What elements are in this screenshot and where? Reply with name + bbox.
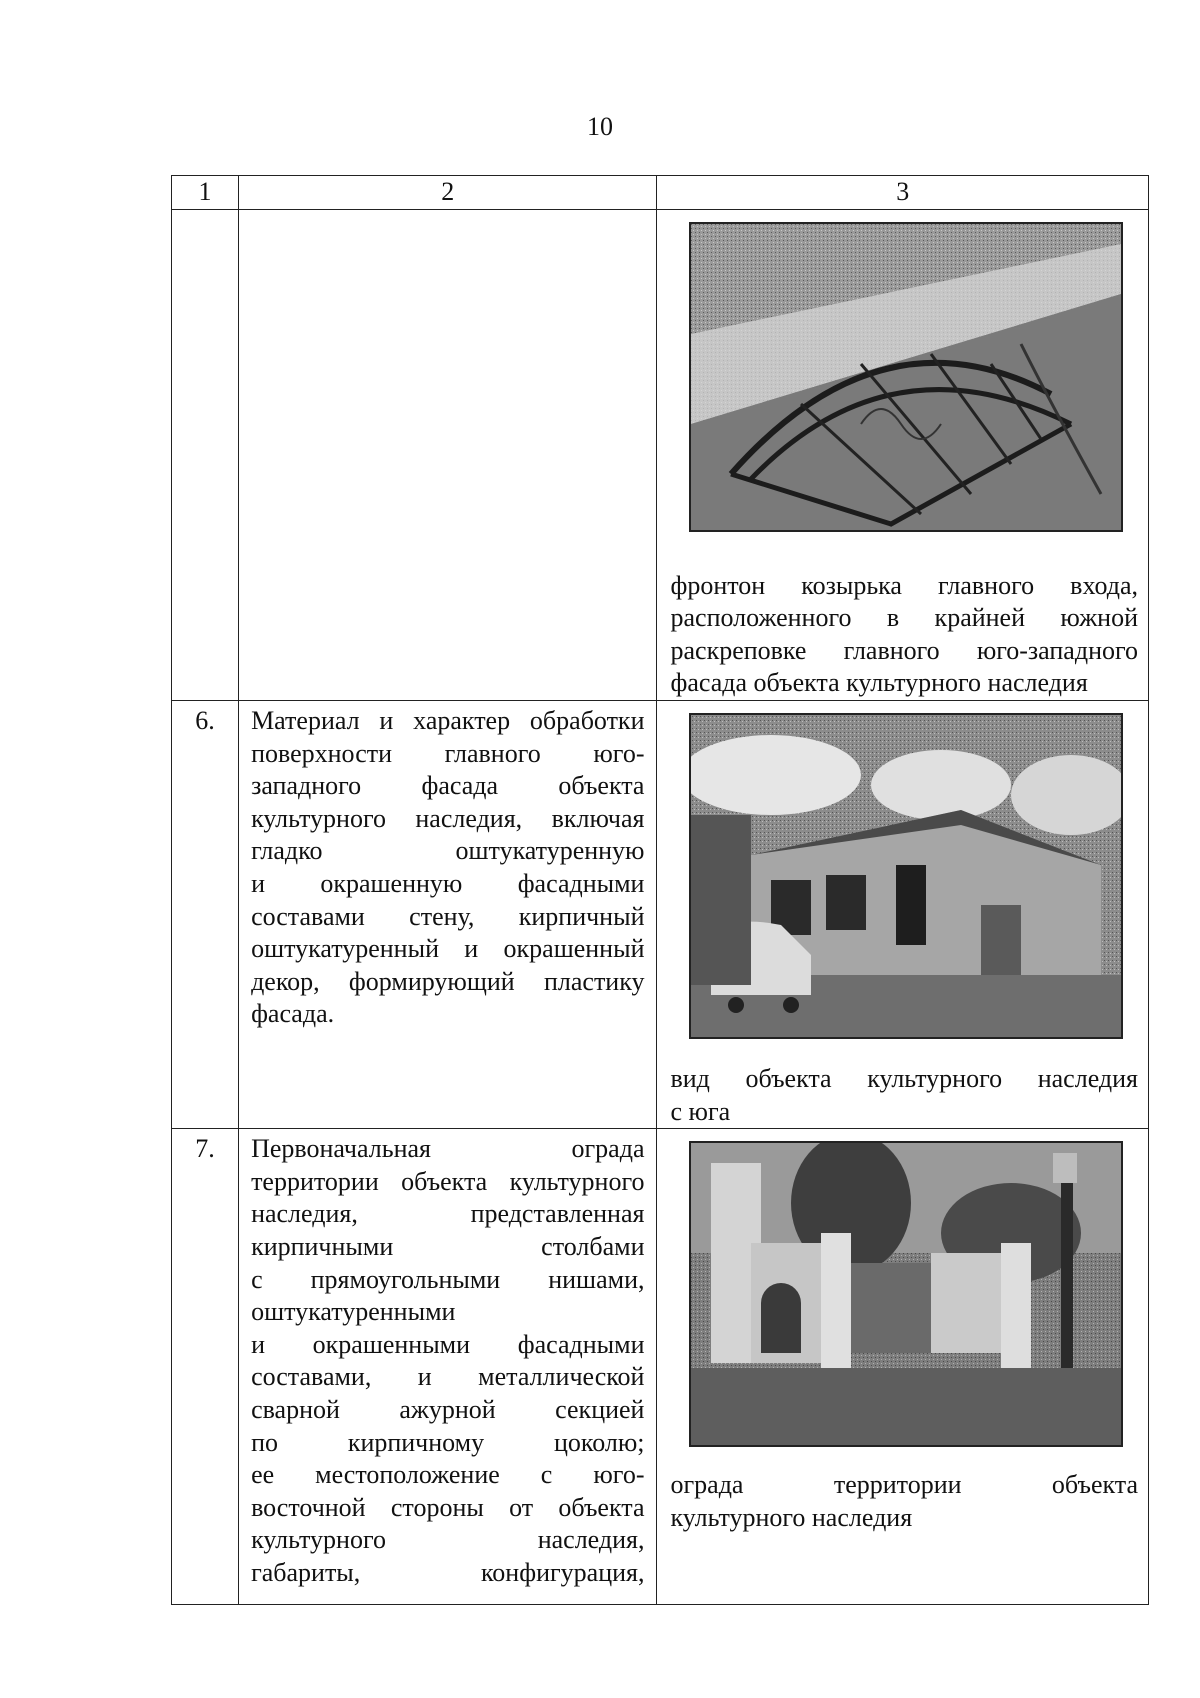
description-line: территории объекта культурного [251, 1166, 645, 1196]
row-description [239, 209, 657, 700]
heritage-table [171, 175, 1149, 1605]
canopy-photo-icon [689, 222, 1123, 532]
fence-photo-icon [689, 1141, 1123, 1447]
row-caption [657, 1469, 1148, 1534]
description-line: составами, и металлической [251, 1362, 645, 1392]
row-illustration-cell [657, 700, 1149, 1128]
page-number: 10 [587, 112, 613, 141]
row-illustration-cell [657, 209, 1149, 700]
table-row [172, 700, 1149, 1128]
caption-line: расположенного в крайней южной [670, 603, 1138, 633]
description-line: наследия, представленная [251, 1199, 645, 1229]
description-line: по кирпичному цоколю; [251, 1427, 645, 1457]
row-description [239, 700, 657, 1128]
description-line: декор, формирующий пластику [251, 966, 645, 996]
description-line: и окрашенную фасадными [251, 868, 645, 898]
header-col-1: 1 [172, 176, 239, 210]
row-illustration-cell [657, 1129, 1149, 1605]
description-line: с прямоугольными нишами, [251, 1264, 645, 1294]
description-line: и окрашенными фасадными [251, 1329, 645, 1359]
description-line: культурного наследия, [251, 1525, 645, 1555]
caption-line: ограда территории объекта [670, 1470, 1138, 1500]
header-col-2: 2 [239, 176, 657, 210]
description-line: составами стену, кирпичный [251, 901, 645, 931]
description-line: оштукатуренными [251, 1297, 456, 1327]
caption-line: культурного наследия [670, 1502, 913, 1532]
row-description [239, 1129, 657, 1605]
description-line: фасада. [251, 999, 335, 1029]
row-number: 6. [172, 700, 239, 1128]
caption-line: вид объекта культурного наследия [670, 1063, 1138, 1093]
description-line: восточной стороны от объекта [251, 1492, 645, 1522]
table-row [172, 1129, 1149, 1605]
table-row [172, 209, 1149, 700]
description-line: сварной ажурной секцией [251, 1394, 645, 1424]
caption-line: фасада объекта культурного наследия [670, 668, 1088, 698]
row-caption [657, 570, 1148, 700]
description-line: габариты, конфигурация, [251, 1557, 645, 1587]
description-line: гладко оштукатуренную [251, 836, 645, 866]
description-line: кирпичными столбами [251, 1231, 645, 1261]
building-photo-icon [689, 713, 1123, 1039]
description-line: Материал и характер обработки [251, 705, 645, 735]
caption-line: раскреповке главного юго-западного [670, 635, 1138, 665]
row-number: 7. [172, 1129, 239, 1605]
description-line: культурного наследия, включая [251, 803, 645, 833]
description-line: западного фасада объекта [251, 771, 645, 801]
table-header-row [172, 176, 1149, 210]
description-line: оштукатуренный и окрашенный [251, 934, 645, 964]
row-number [172, 209, 239, 700]
row-caption [657, 1063, 1148, 1128]
caption-line: с юга [670, 1096, 731, 1126]
description-line: Первоначальная ограда [251, 1134, 645, 1164]
header-col-3: 3 [657, 176, 1149, 210]
caption-line: фронтон козырька главного входа, [670, 570, 1138, 600]
description-line: ее местоположение с юго- [251, 1460, 645, 1490]
description-line: поверхности главного юго- [251, 738, 645, 768]
